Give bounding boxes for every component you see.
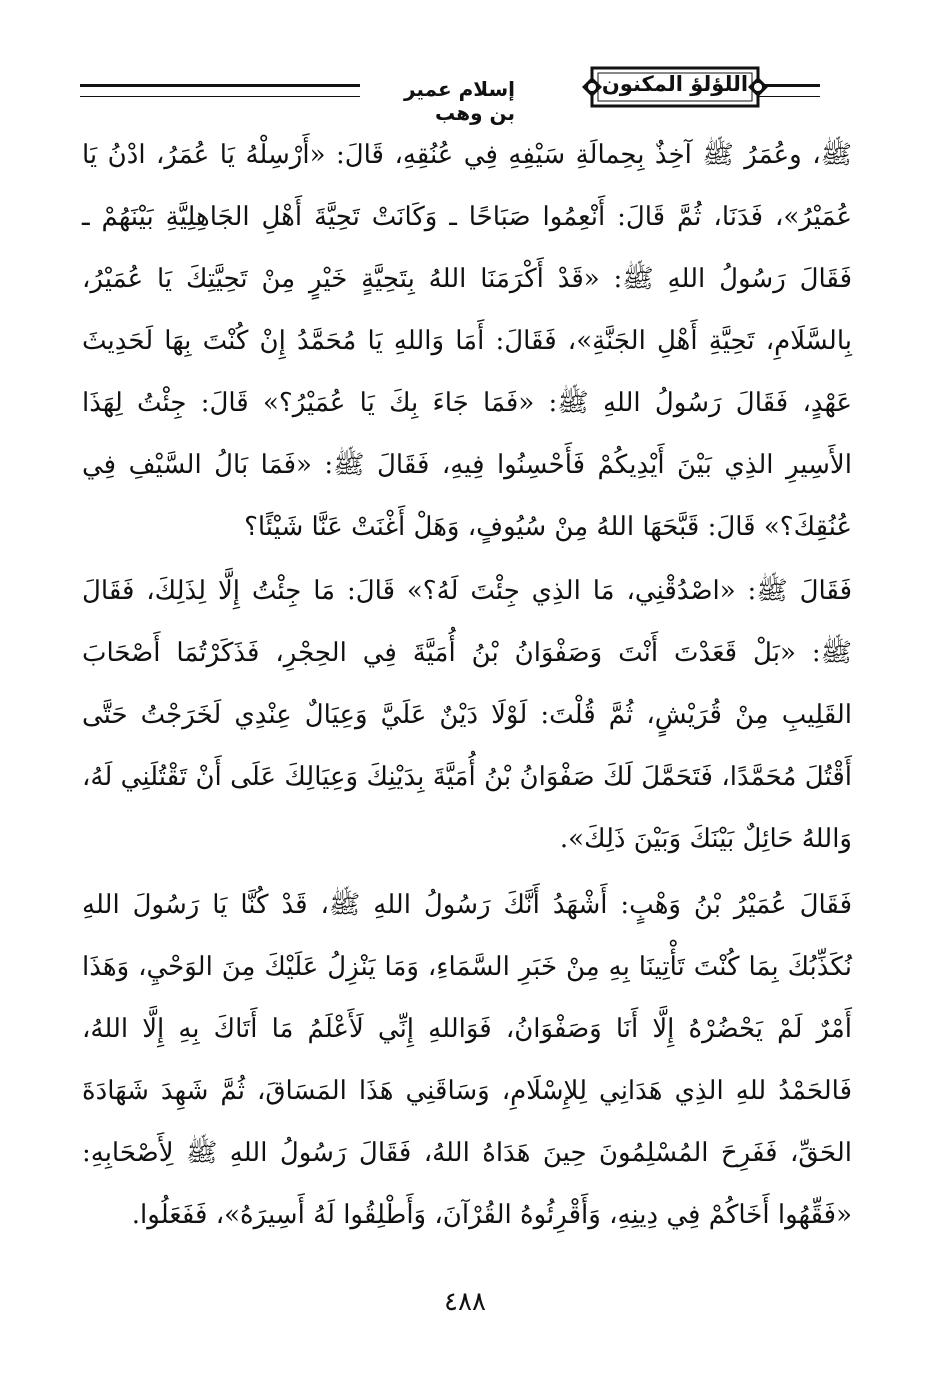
page-header [80,55,850,125]
header-rule-left [80,84,360,97]
chapter-title: إسلام عمير بن وهب [403,77,515,125]
paragraph-1: ﷺ، وعُمَرُ ﷺ آخِذٌ بِحِمالَةِ سَيْفِهِ فِي عُنُقِهِ، قَالَ: «أَرْسِلْهُ يَا عُمَرُ، ادْنُ يَا عُمَيْرُ»، فَدَنَا، ثُمَّ قَالَ: أَنْعِمُوا صَبَاحًا ـ وَكَانَتْ تَحِيَّةَ أَهْلِ الجَاهِلِيَّةِ بَيْنَهُمْ ـ فَقَالَ رَسُولُ اللهِ ﷺ: «قَدْ أَكْرَمَنَا اللهُ بِتَحِيَّةٍ خَيْرٍ مِنْ تَحِيَّتِكَ يَا عُمَيْرُ، بِالسَّلَامِ، تَحِيَّةِ أَهْلِ الجَنَّةِ»، فَقَالَ: أَمَا وَاللهِ يَا مُحَمَّدُ إِنْ كُنْتَ بِهَا لَحَدِيثَ عَهْدٍ، فَقَالَ رَسُولُ اللهِ ﷺ: «فَمَا جَاءَ بِكَ يَا عُمَيْرُ؟» قَالَ: جِئْتُ لِهَذَا الأَسِيرِ الذِي بَيْنَ أَيْدِيكُمْ فَأَحْسِنُوا فِيهِ، فَقَالَ ﷺ: «فَمَا بَالُ السَّيْفِ فِي عُنُقِكَ؟» قَالَ: قَبَّحَهَا اللهُ مِنْ سُيُوفٍ، وَهَلْ أَغْنَتْ عَنَّا شَيْئًا؟ [82,140,852,542]
paragraph-3: فَقَالَ عُمَيْرُ بْنُ وَهْبٍ: أَشْهَدُ أَنَّكَ رَسُولُ اللهِ ﷺ، قَدْ كُنَّا يَا رَسُولَ اللهِ نُكَذِّبُكَ بِمَا كُنْتَ تَأْتِينَا بِهِ مِنْ خَبَرِ السَّمَاءِ، وَمَا يَنْزِلُ عَلَيْكَ مِنَ الوَحْيِ، وَهَذَا أَمْرٌ لَمْ يَحْضُرْهُ إِلَّا أَنَا وَصَفْوَانُ، فَوَاللهِ إِنِّي لَأَعْلَمُ مَا أَتَاكَ بِهِ إِلَّا اللهُ، فَالحَمْدُ للهِ الذِي هَدَانِي لِلإِسْلَامِ، وَسَاقَنِي هَذَا المَسَاقَ، ثُمَّ شَهِدَ شَهَادَةَ الحَقِّ، فَفَرِحَ المُسْلِمُونَ حِينَ هَدَاهُ اللهُ، فَقَالَ رَسُولُ اللهِ ﷺ لِأَصْحَابِهِ: «فَقِّهُوا أَخَاكُمْ فِي دِينِهِ، وَأَقْرِئُوهُ القُرْآنَ، وَأَطْلِقُوا لَهُ أَسِيرَهُ»، فَفَعَلُوا. [82,890,852,1230]
page-number: ٤٨٨ [444,1287,486,1317]
book-title: اللؤلؤ المكنون [601,72,749,96]
paragraph-2: فَقَالَ ﷺ: «اصْدُقْنِي، مَا الذِي جِئْتَ لَهُ؟» قَالَ: مَا جِئْتُ إِلَّا لِذَلِكَ، فَقَالَ ﷺ: «بَلْ قَعَدْتَ أَنْتَ وَصَفْوَانُ بْنُ أُمَيَّةَ فِي الحِجْرِ، فَذَكَرْتُمَا أَصْحَابَ القَلِيبِ مِنْ قُرَيْشٍ، ثُمَّ قُلْتَ: لَوْلَا دَيْنٌ عَلَيَّ وَعِيَالٌ عِنْدِي لَخَرَجْتُ حَتَّى أَقْتُلَ مُحَمَّدًا، فَتَحَمَّلَ لَكَ صَفْوَانُ بْنُ أُمَيَّةَ بِدَيْنِكَ وَعِيَالِكَ عَلَى أَنْ تَقْتُلَنِي لَهُ، وَاللهُ حَائِلٌ بَيْنَكَ وَبَيْنَ ذَلِكَ». [82,576,852,854]
